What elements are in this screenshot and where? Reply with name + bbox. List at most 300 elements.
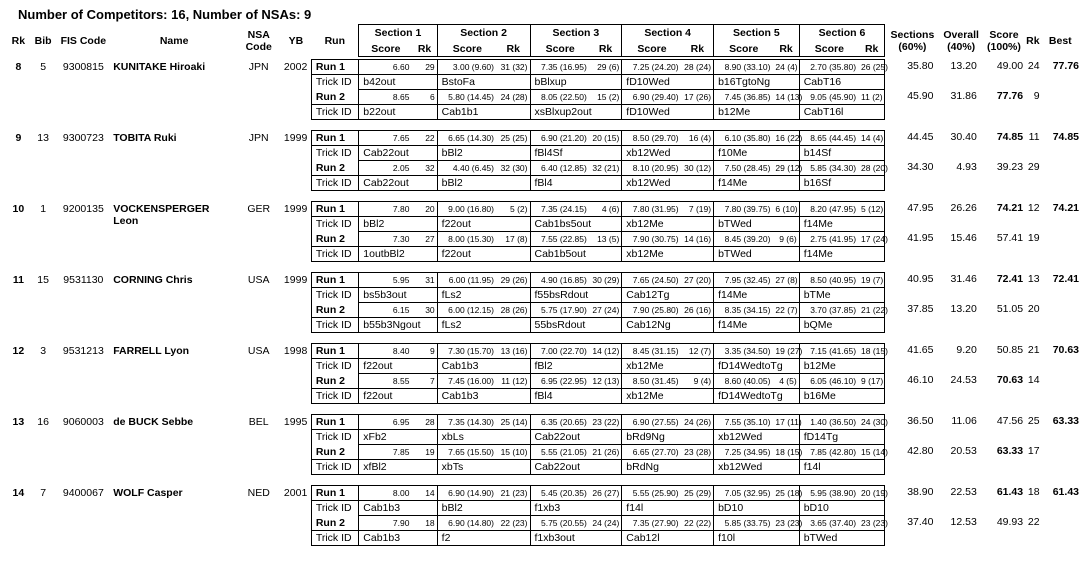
section-rank: 9 (6) bbox=[773, 232, 799, 247]
competitor-name: CORNING Chris bbox=[113, 273, 193, 286]
sections-60-score: 41.65 bbox=[907, 343, 934, 356]
final-rank: 21 bbox=[1027, 343, 1040, 356]
competitor-rank: 12 bbox=[12, 344, 25, 357]
section-rank: 7 (19) bbox=[682, 202, 714, 217]
trick-id: xb12Wed bbox=[714, 460, 800, 475]
competitor-rank: 14 bbox=[12, 486, 25, 499]
trick-id: b12Me bbox=[799, 359, 885, 374]
trick-id: CabT16l bbox=[799, 105, 885, 120]
competitor-rank: 11 bbox=[12, 273, 24, 286]
section-rank: 22 (22) bbox=[682, 516, 714, 531]
competitor-yb: 1999 bbox=[283, 202, 308, 215]
competitor-rank: 9 bbox=[15, 131, 22, 144]
trick-id-label: Trick ID bbox=[311, 247, 358, 262]
section-rank: 18 (15) bbox=[859, 344, 885, 359]
final-rank: 18 bbox=[1027, 485, 1040, 498]
overall-40-score: 31.46 bbox=[950, 272, 977, 285]
section-rank: 11 (12) bbox=[497, 374, 530, 389]
run-score-row bbox=[6, 131, 1081, 146]
trick-id: f14l bbox=[799, 460, 885, 475]
total-score: 47.56 bbox=[996, 414, 1024, 427]
header-score: Score bbox=[359, 42, 413, 57]
section-rank: 9 (17) bbox=[859, 374, 885, 389]
trick-id: f1xb3 bbox=[530, 501, 622, 516]
trick-id: fLs2 bbox=[437, 288, 530, 303]
section-rank: 17 (8) bbox=[497, 232, 530, 247]
section-score: 5.95 (38.90) bbox=[799, 486, 859, 501]
trick-id-label: Trick ID bbox=[311, 217, 358, 232]
trick-id: fD14WedtoTg bbox=[714, 359, 800, 374]
competitor-fis-code: 9300723 bbox=[62, 131, 104, 144]
run-score-row bbox=[6, 202, 1081, 217]
section-rank: 22 (7) bbox=[773, 303, 799, 318]
trick-id-label: Trick ID bbox=[311, 430, 358, 445]
header-section-rk: Rk bbox=[497, 42, 530, 57]
trick-id: f22out bbox=[437, 217, 530, 232]
final-rank: 11 bbox=[1028, 130, 1040, 143]
spacer-cell bbox=[6, 120, 1081, 131]
trick-id: f22out bbox=[437, 247, 530, 262]
section-score: 6.15 bbox=[359, 303, 413, 318]
page-title: Number of Competitors: 16, Number of NSAs: 9 bbox=[18, 7, 312, 22]
run-label: Run 2 bbox=[311, 516, 358, 531]
section-score: 8.45 (31.15) bbox=[622, 344, 682, 359]
competitor-rank: 8 bbox=[15, 60, 22, 73]
run-label: Run 1 bbox=[311, 60, 358, 75]
header-sections-60: Sections (60%) bbox=[890, 28, 935, 53]
section-rank: 25 (18) bbox=[773, 486, 799, 501]
trick-id: f14Me bbox=[714, 318, 800, 333]
section-score: 7.95 (32.45) bbox=[714, 273, 774, 288]
trick-id: f14Me bbox=[799, 247, 885, 262]
header-section-3: Section 3 bbox=[530, 25, 622, 42]
section-score: 8.45 (39.20) bbox=[714, 232, 774, 247]
section-score: 8.35 (34.15) bbox=[714, 303, 774, 318]
trick-id: f14l bbox=[622, 501, 714, 516]
final-rank: 22 bbox=[1027, 515, 1040, 528]
section-rank: 17 (24) bbox=[859, 232, 885, 247]
section-score: 5.45 (20.35) bbox=[530, 486, 590, 501]
final-rank: 29 bbox=[1027, 160, 1040, 173]
section-rank: 21 (23) bbox=[497, 486, 530, 501]
competitor-yb: 2001 bbox=[283, 486, 308, 499]
section-score: 7.90 (25.80) bbox=[622, 303, 682, 318]
trick-id: xb12Me bbox=[622, 359, 714, 374]
competitor-name: WOLF Casper bbox=[113, 486, 183, 499]
header-section-2: Section 2 bbox=[437, 25, 530, 42]
spacer-cell bbox=[6, 262, 1081, 273]
final-rank: 19 bbox=[1027, 231, 1040, 244]
competitor-fis-code: 9300815 bbox=[62, 60, 104, 73]
trick-id: b14Sf bbox=[799, 146, 885, 161]
trick-id: BstoFa bbox=[437, 75, 530, 90]
competitor-yb: 1995 bbox=[283, 415, 308, 428]
section-score: 7.35 (27.90) bbox=[622, 516, 682, 531]
row-spacer bbox=[6, 120, 1081, 131]
section-rank: 18 bbox=[412, 516, 437, 531]
sections-60-score: 37.85 bbox=[907, 302, 934, 315]
section-score: 7.35 (14.30) bbox=[437, 415, 497, 430]
sections-60-score: 35.80 bbox=[907, 59, 934, 72]
total-score: 57.41 bbox=[996, 231, 1024, 244]
spacer-cell bbox=[6, 475, 1081, 486]
run-score-row bbox=[6, 273, 1081, 288]
section-score: 8.65 (44.45) bbox=[799, 131, 859, 146]
trick-id: xsBlxup2out bbox=[530, 105, 622, 120]
overall-40-score: 20.53 bbox=[950, 444, 977, 457]
competitor-name: VOCKENSPERGER Leon bbox=[113, 202, 210, 227]
competitor-fis-code: 9200135 bbox=[62, 202, 104, 215]
best-empty bbox=[1040, 516, 1081, 546]
section-score: 6.90 (27.55) bbox=[622, 415, 682, 430]
trick-id: Cab22out bbox=[359, 176, 437, 191]
trick-id: xFb2 bbox=[359, 430, 437, 445]
overall-40-score: 31.86 bbox=[950, 89, 977, 102]
results-body bbox=[6, 57, 1081, 546]
run-label: Run 2 bbox=[311, 161, 358, 176]
section-score: 8.40 bbox=[359, 344, 413, 359]
sections-60-score: 41.95 bbox=[907, 231, 934, 244]
section-score: 7.85 (42.80) bbox=[799, 445, 859, 460]
trick-id-label: Trick ID bbox=[311, 460, 358, 475]
section-rank: 21 (22) bbox=[859, 303, 885, 318]
trick-id: fBl2 bbox=[530, 359, 622, 374]
trick-id: b22out bbox=[359, 105, 437, 120]
best-score: 61.43 bbox=[1052, 485, 1079, 498]
final-rank: 24 bbox=[1027, 59, 1040, 72]
section-rank: 6 (10) bbox=[773, 202, 799, 217]
overall-40-score: 12.53 bbox=[950, 515, 977, 528]
header-nsa-code: NSA Code bbox=[245, 28, 272, 53]
section-rank: 15 (14) bbox=[859, 445, 885, 460]
total-score: 74.21 bbox=[996, 201, 1024, 214]
trick-id: f14Me bbox=[714, 288, 800, 303]
section-rank: 32 (30) bbox=[497, 161, 530, 176]
header-rk: Rk bbox=[11, 34, 26, 47]
section-rank: 26 (16) bbox=[682, 303, 714, 318]
section-score: 8.55 bbox=[359, 374, 413, 389]
trick-id: f22out bbox=[359, 359, 437, 374]
total-score: 70.63 bbox=[996, 373, 1024, 386]
spacer-cell bbox=[6, 404, 1081, 415]
trick-id-label: Trick ID bbox=[311, 176, 358, 191]
total-score: 51.05 bbox=[996, 302, 1024, 315]
section-rank: 20 bbox=[412, 202, 437, 217]
section-rank: 23 (23) bbox=[859, 516, 885, 531]
section-score: 6.00 (11.95) bbox=[437, 273, 497, 288]
section-score: 5.75 (17.90) bbox=[530, 303, 590, 318]
trick-id: f14Me bbox=[799, 217, 885, 232]
competitor-bib: 5 bbox=[40, 60, 47, 73]
section-rank: 22 (23) bbox=[497, 516, 530, 531]
section-rank: 17 (26) bbox=[682, 90, 714, 105]
section-score: 6.90 (21.20) bbox=[530, 131, 590, 146]
trick-id: Cab1bs5out bbox=[530, 217, 622, 232]
trick-id-label: Trick ID bbox=[311, 105, 358, 120]
section-score: 3.70 (37.85) bbox=[799, 303, 859, 318]
trick-id-label: Trick ID bbox=[311, 75, 358, 90]
competitor-nsa: NED bbox=[247, 486, 270, 499]
section-score: 4.40 (6.45) bbox=[437, 161, 497, 176]
section-rank: 28 (20) bbox=[859, 161, 885, 176]
section-score: 6.65 (27.70) bbox=[622, 445, 682, 460]
final-rank: 13 bbox=[1027, 272, 1040, 285]
competitor-rank: 13 bbox=[12, 415, 25, 428]
trick-id: xbLs bbox=[437, 430, 530, 445]
section-score: 7.85 bbox=[359, 445, 413, 460]
section-score: 6.60 bbox=[359, 60, 413, 75]
overall-40-score: 13.20 bbox=[950, 302, 977, 315]
sections-60-score: 42.80 bbox=[907, 444, 934, 457]
section-score: 8.90 (33.10) bbox=[714, 60, 774, 75]
trick-id-label: Trick ID bbox=[311, 146, 358, 161]
competitor-bib: 7 bbox=[40, 486, 47, 499]
overall-40-score: 15.46 bbox=[950, 231, 977, 244]
section-rank: 14 (16) bbox=[682, 232, 714, 247]
sections-60-score: 47.95 bbox=[907, 201, 934, 214]
run-score-row bbox=[6, 60, 1081, 75]
section-score: 3.35 (34.50) bbox=[714, 344, 774, 359]
trick-id: bBl2 bbox=[359, 217, 437, 232]
row-spacer bbox=[6, 404, 1081, 415]
section-rank: 12 (13) bbox=[590, 374, 622, 389]
trick-id: bQMe bbox=[799, 318, 885, 333]
trick-id-label: Trick ID bbox=[311, 501, 358, 516]
spacer-cell bbox=[6, 333, 1081, 344]
best-empty bbox=[1040, 161, 1081, 191]
trick-id: Cab1b3 bbox=[359, 501, 437, 516]
header-score: Score bbox=[530, 42, 590, 57]
section-rank: 4 (5) bbox=[773, 374, 799, 389]
header-section-6: Section 6 bbox=[799, 25, 885, 42]
section-rank: 24 (30) bbox=[859, 415, 885, 430]
header-section-4: Section 4 bbox=[622, 25, 714, 42]
section-rank: 16 (4) bbox=[682, 131, 714, 146]
trick-id: bRdNg bbox=[622, 460, 714, 475]
best-empty bbox=[1040, 303, 1081, 333]
trick-id: Cab1b3 bbox=[437, 359, 530, 374]
header-name: Name bbox=[159, 34, 189, 47]
section-rank: 14 (13) bbox=[773, 90, 799, 105]
section-rank: 27 (24) bbox=[590, 303, 622, 318]
total-score: 63.33 bbox=[996, 444, 1024, 457]
competitor-fis-code: 9531130 bbox=[63, 273, 104, 286]
trick-id: xb12Wed bbox=[622, 176, 714, 191]
section-rank: 31 (32) bbox=[497, 60, 530, 75]
overall-40-score: 11.06 bbox=[951, 414, 977, 427]
section-score: 6.95 bbox=[359, 415, 413, 430]
section-rank: 15 (2) bbox=[590, 90, 622, 105]
total-score: 49.93 bbox=[996, 515, 1024, 528]
competitor-name: KUNITAKE Hiroaki bbox=[113, 60, 206, 73]
section-score: 2.05 bbox=[359, 161, 413, 176]
trick-id-label: Trick ID bbox=[311, 359, 358, 374]
section-score: 6.65 (14.30) bbox=[437, 131, 497, 146]
overall-40-score: 24.53 bbox=[950, 373, 977, 386]
best-score: 77.76 bbox=[1052, 59, 1079, 72]
trick-id: xb12Me bbox=[622, 217, 714, 232]
results-table bbox=[6, 24, 1081, 546]
section-score: 6.05 (46.10) bbox=[799, 374, 859, 389]
section-rank: 29 (6) bbox=[590, 60, 622, 75]
trick-id: b42out bbox=[359, 75, 437, 90]
trick-id: 55bsRdout bbox=[530, 318, 622, 333]
best-score: 72.41 bbox=[1052, 272, 1079, 285]
total-score: 61.43 bbox=[996, 485, 1024, 498]
section-score: 3.00 (9.60) bbox=[437, 60, 497, 75]
trick-id: Cab1b1 bbox=[437, 105, 530, 120]
section-rank: 19 (27) bbox=[773, 344, 799, 359]
section-score: 8.00 (15.30) bbox=[437, 232, 497, 247]
competitor-yb: 1999 bbox=[283, 131, 308, 144]
trick-id: fLs2 bbox=[437, 318, 530, 333]
section-score: 7.25 (34.95) bbox=[714, 445, 774, 460]
run-label: Run 1 bbox=[311, 415, 358, 430]
section-rank: 27 (20) bbox=[682, 273, 714, 288]
trick-id: xbTs bbox=[437, 460, 530, 475]
run-label: Run 1 bbox=[311, 486, 358, 501]
section-rank: 24 (26) bbox=[682, 415, 714, 430]
trick-id: bBl2 bbox=[437, 501, 530, 516]
trick-id: bBl2 bbox=[437, 146, 530, 161]
competitor-rank: 10 bbox=[12, 202, 25, 215]
section-score: 6.00 (12.15) bbox=[437, 303, 497, 318]
trick-id: bTMe bbox=[799, 288, 885, 303]
section-score: 3.65 (37.40) bbox=[799, 516, 859, 531]
trick-id: fD10Wed bbox=[622, 75, 714, 90]
row-spacer bbox=[6, 262, 1081, 273]
section-rank: 14 (12) bbox=[590, 344, 622, 359]
competitor-bib: 1 bbox=[40, 202, 47, 215]
trick-id: Cab12Tg bbox=[622, 288, 714, 303]
section-rank: 7 bbox=[412, 374, 437, 389]
header-section-5: Section 5 bbox=[714, 25, 800, 42]
trick-id-label: Trick ID bbox=[311, 389, 358, 404]
section-rank: 24 (28) bbox=[497, 90, 530, 105]
section-rank: 9 bbox=[412, 344, 437, 359]
section-rank: 25 (14) bbox=[497, 415, 530, 430]
section-score: 2.75 (41.95) bbox=[799, 232, 859, 247]
run-label: Run 2 bbox=[311, 90, 358, 105]
competitor-nsa: JPN bbox=[248, 60, 269, 73]
trick-id: Cab22out bbox=[530, 430, 622, 445]
header-bib: Bib bbox=[34, 34, 52, 47]
best-empty bbox=[1040, 90, 1081, 120]
competitor-name: FARRELL Lyon bbox=[113, 344, 190, 357]
section-score: 7.25 (24.20) bbox=[622, 60, 682, 75]
section-score: 5.75 (20.55) bbox=[530, 516, 590, 531]
competitor-nsa: USA bbox=[247, 344, 270, 357]
section-rank: 16 (22) bbox=[773, 131, 799, 146]
table-header bbox=[6, 25, 1081, 57]
section-score: 8.00 bbox=[359, 486, 413, 501]
trick-id: Cab12Ng bbox=[622, 318, 714, 333]
section-score: 5.55 (25.90) bbox=[622, 486, 682, 501]
trick-id: fBl4Sf bbox=[530, 146, 622, 161]
section-score: 7.80 (31.95) bbox=[622, 202, 682, 217]
section-rank: 28 (26) bbox=[497, 303, 530, 318]
section-score: 5.85 (34.30) bbox=[799, 161, 859, 176]
section-rank: 30 (12) bbox=[682, 161, 714, 176]
section-score: 8.50 (40.95) bbox=[799, 273, 859, 288]
trick-id: bD10 bbox=[714, 501, 800, 516]
best-empty bbox=[1040, 374, 1081, 404]
section-rank: 22 bbox=[412, 131, 437, 146]
run-score-row bbox=[6, 344, 1081, 359]
section-score: 6.90 (14.90) bbox=[437, 486, 497, 501]
header-section-rk: Rk bbox=[859, 42, 885, 57]
section-score: 7.50 (28.45) bbox=[714, 161, 774, 176]
section-rank: 25 (25) bbox=[497, 131, 530, 146]
section-rank: 23 (28) bbox=[682, 445, 714, 460]
section-score: 7.45 (16.00) bbox=[437, 374, 497, 389]
trick-id: f2 bbox=[437, 531, 530, 546]
section-score: 7.35 (24.15) bbox=[530, 202, 590, 217]
trick-id: Cab1b5out bbox=[530, 247, 622, 262]
total-score: 77.76 bbox=[996, 89, 1024, 102]
section-score: 1.40 (36.50) bbox=[799, 415, 859, 430]
competitor-fis-code: 9400067 bbox=[62, 486, 104, 499]
section-score: 5.85 (33.75) bbox=[714, 516, 774, 531]
run-score-row bbox=[6, 486, 1081, 501]
overall-40-score: 30.40 bbox=[950, 130, 977, 143]
competitor-bib: 16 bbox=[37, 415, 49, 428]
header-run: Run bbox=[324, 34, 346, 47]
competitor-nsa: GER bbox=[247, 202, 271, 215]
trick-id: xb12Wed bbox=[714, 430, 800, 445]
trick-id: b55b3Ngout bbox=[359, 318, 437, 333]
section-rank: 6 bbox=[412, 90, 437, 105]
section-score: 8.60 (40.05) bbox=[714, 374, 774, 389]
section-rank: 14 bbox=[412, 486, 437, 501]
section-rank: 23 (22) bbox=[590, 415, 622, 430]
trick-id: bTWed bbox=[799, 531, 885, 546]
trick-id: bs5b3out bbox=[359, 288, 437, 303]
section-rank: 18 (15) bbox=[773, 445, 799, 460]
final-rank: 20 bbox=[1027, 302, 1040, 315]
trick-id: f1xb3out bbox=[530, 531, 622, 546]
section-rank: 25 (29) bbox=[682, 486, 714, 501]
trick-id: f22out bbox=[359, 389, 437, 404]
trick-id: bBl2 bbox=[437, 176, 530, 191]
section-score: 8.50 (31.45) bbox=[622, 374, 682, 389]
run-label: Run 2 bbox=[311, 445, 358, 460]
header-section-rk: Rk bbox=[590, 42, 622, 57]
trick-id: Cab1b3 bbox=[437, 389, 530, 404]
trick-id: f10l bbox=[714, 531, 800, 546]
header-section-rk: Rk bbox=[412, 42, 437, 57]
trick-id-label: Trick ID bbox=[311, 531, 358, 546]
section-rank: 26 (25) bbox=[859, 60, 885, 75]
header-yb: YB bbox=[288, 34, 304, 47]
section-rank: 14 (4) bbox=[859, 131, 885, 146]
trick-id: xb12Me bbox=[622, 389, 714, 404]
section-score: 7.30 (15.70) bbox=[437, 344, 497, 359]
section-score: 7.65 (24.50) bbox=[622, 273, 682, 288]
trick-id: bRd9Ng bbox=[622, 430, 714, 445]
trick-id-label: Trick ID bbox=[311, 318, 358, 333]
trick-id: f55bsRdout bbox=[530, 288, 622, 303]
header-overall-40: Overall (40%) bbox=[943, 28, 979, 53]
trick-id: Cab12l bbox=[622, 531, 714, 546]
section-rank: 13 (16) bbox=[497, 344, 530, 359]
trick-id: xb12Wed bbox=[622, 146, 714, 161]
section-rank: 13 (5) bbox=[590, 232, 622, 247]
section-score: 7.65 bbox=[359, 131, 413, 146]
overall-40-score: 4.93 bbox=[956, 160, 977, 173]
section-rank: 4 (6) bbox=[590, 202, 622, 217]
trick-id: bD10 bbox=[799, 501, 885, 516]
